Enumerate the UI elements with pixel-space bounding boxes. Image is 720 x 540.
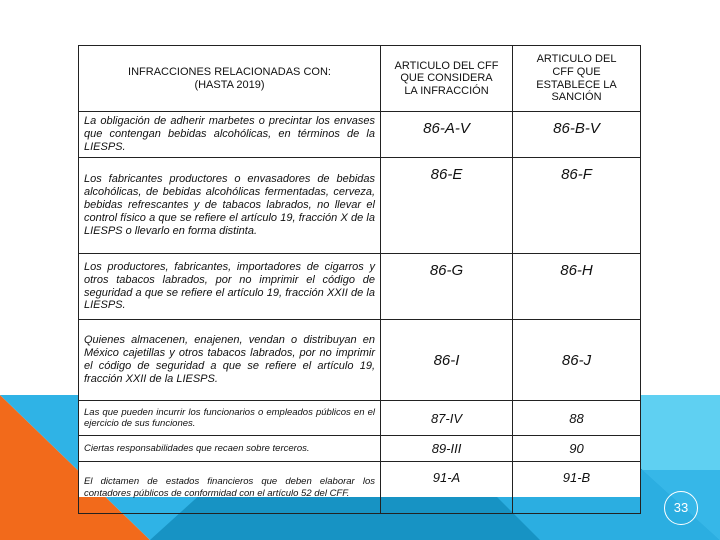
table-row: [79, 158, 641, 254]
table-row: [79, 112, 641, 158]
header-articulo-sancion: [513, 46, 641, 112]
row-infraccion-article: 89-III: [381, 436, 513, 462]
row-description: Los fabricantes productores o envasadores de bebidas alcohólicas, de bebidas alcohólicas fermentadas, cerveza, bebidas refrescantes y de tabacos labrados, no llevar el control físico a que se refiere el artículo 19, fracción X de la LIESPS o llevarlo en forma distinta.: [79, 158, 381, 254]
header-line: SANCIÓN: [551, 91, 602, 104]
table-row: [79, 320, 641, 401]
header-line: LA INFRACCIÓN: [404, 84, 489, 97]
table-header-row: [79, 46, 641, 112]
row-description: La obligación de adherir marbetes o precintar los envases que contengan bebidas alcohólicas, en términos de la LIESPS.: [79, 112, 381, 158]
row-sancion-article: 86-B-V: [513, 112, 641, 158]
header-line: ARTICULO DEL CFF: [394, 59, 499, 72]
header-articulo-infraccion: [381, 46, 513, 112]
row-sancion-article: 88: [513, 401, 641, 436]
header-line: ARTICULO DEL: [536, 53, 617, 66]
infractions-table: [78, 45, 641, 514]
row-sancion-article: 91-B: [513, 462, 641, 514]
row-infraccion-article: 87-IV: [381, 401, 513, 436]
row-infraccion-article: 86-G: [381, 254, 513, 320]
page-number-badge: 33: [664, 491, 698, 525]
header-line: CFF QUE: [552, 65, 601, 78]
row-sancion-article: 86-H: [513, 254, 641, 320]
row-sancion-article: 90: [513, 436, 641, 462]
row-description: Los productores, fabricantes, importadores de cigarros y otros tabacos labrados, por no imprimir el código de seguridad a que se refiere el artículo 19, fracción XXII de la LIESPS.: [79, 254, 381, 320]
row-infraccion-article: 86-I: [381, 320, 513, 401]
row-sancion-article: 86-J: [513, 320, 641, 401]
row-sancion-article: 86-F: [513, 158, 641, 254]
row-infraccion-article: 86-E: [381, 158, 513, 254]
row-description: El dictamen de estados financieros que deben elaborar los contadores públicos de conformidad con el artículo 52 del CFF.: [79, 462, 381, 514]
table-row: [79, 254, 641, 320]
row-description: Quienes almacenen, enajenen, vendan o distribuyan en México cajetillas y otros tabacos labrados, por no imprimir el código de seguridad a que se refiere el artículo 19, fracción XXII de la LIESPS.: [79, 320, 381, 401]
infractions-table-container: [78, 45, 640, 497]
header-line: (HASTA 2019): [194, 78, 265, 91]
header-line: INFRACCIONES RELACIONADAS CON:: [128, 65, 331, 78]
table-row: [79, 401, 641, 436]
row-infraccion-article: 86-A-V: [381, 112, 513, 158]
table-row: [79, 436, 641, 462]
row-description: Las que pueden incurrir los funcionarios o empleados públicos en el ejercicio de sus funciones.: [79, 401, 381, 436]
table-row: [79, 462, 641, 514]
row-description: Ciertas responsabilidades que recaen sobre terceros.: [79, 436, 381, 462]
row-infraccion-article: 91-A: [381, 462, 513, 514]
header-line: QUE CONSIDERA: [400, 72, 493, 85]
header-line: ESTABLECE LA: [536, 78, 617, 91]
header-infracciones: [79, 46, 381, 112]
